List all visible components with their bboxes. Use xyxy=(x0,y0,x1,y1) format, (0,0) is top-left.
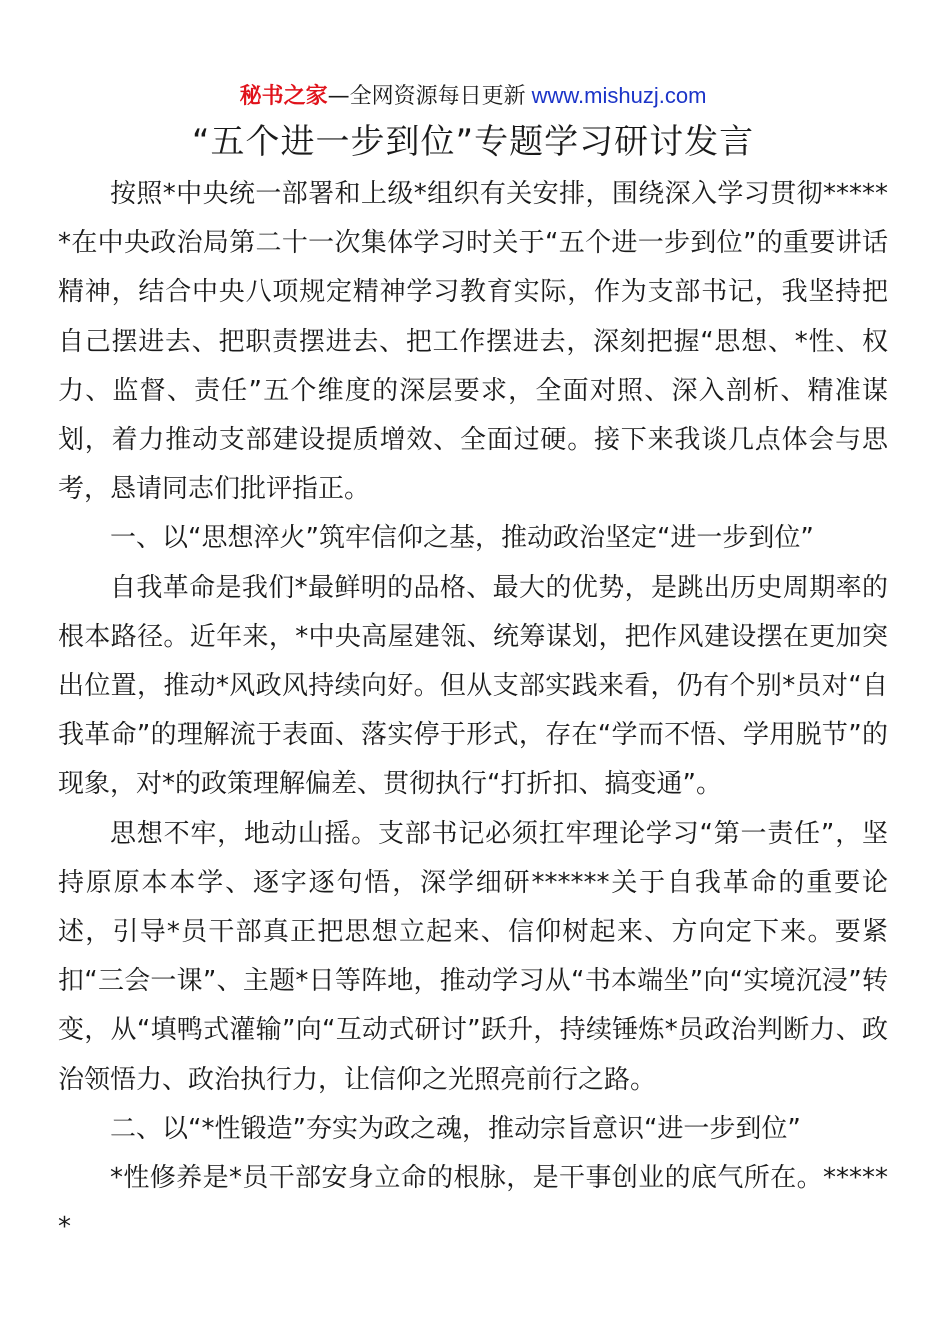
section-heading-2: 二、以“*性锻造”夯实为政之魂，推动宗旨意识“进一步到位” xyxy=(110,1113,801,1144)
section-2-paragraph-1: *性修养是*员干部安身立命的根脉，是干事创业的底气所在。****** xyxy=(58,1163,888,1243)
section-1-paragraph-1: 自我革命是我们*最鲜明的品格、最大的优势，是跳出历史周期率的根本路径。近年来，*中央高屋建瓴、统筹谋划，把作风建设摆在更加突出位置，推动*风政风持续向好。但从支部实践来看，仍有个别*员对“自我革命”的理解流于表面、落实停于形式，存在“学而不悟、学用脱节”的现象，对*的政策理解偏差、贯彻执行“打折扣、搞变通”。 xyxy=(58,572,888,800)
site-tagline: —全网资源每日更新 xyxy=(327,84,526,109)
site-url-link[interactable]: www.mishuzj.com xyxy=(531,83,707,108)
intro-paragraph: 按照*中央统一部署和上级*组织有关安排，围绕深入学习贯彻******在中央政治局第二十一次集体学习时关于“五个进一步到位”的重要讲话精神，结合中央八项规定精神学习教育实际，作为支部书记，我坚持把自己摆进去、把职责摆进去、把工作摆进去，深刻把握“思想、*性、权力、监督、责任”五个维度的深层要求，全面对照、深入剖析、精准谋划，着力推动支部建设提质增效、全面过硬。接下来我谈几点体会与思考，恳请同志们批评指正。 xyxy=(58,179,888,505)
document-title: “五个进一步到位”专题学习研讨发言 xyxy=(191,122,755,162)
section-1-paragraph-2: 思想不牢，地动山摇。支部书记必须扛牢理论学习“第一责任”，坚持原原本本学、逐字逐句悟，深学细研******关于自我革命的重要论述，引导*员干部真正把思想立起来、信仰树起来、方向定下来。要紧扣“三会一课”、主题*日等阵地，推动学习从“书本端坐”向“实境沉浸”转变，从“填鸭式灌输”向“互动式研讨”跃升，持续锤炼*员政治判断力、政治领悟力、政治执行力，让信仰之光照亮前行之路。 xyxy=(58,818,888,1095)
site-brand: 秘书之家 xyxy=(239,84,328,109)
site-header xyxy=(58,80,888,112)
section-heading-1: 一、以“思想淬火”筑牢信仰之基，推动政治坚定“进一步到位” xyxy=(110,523,814,554)
